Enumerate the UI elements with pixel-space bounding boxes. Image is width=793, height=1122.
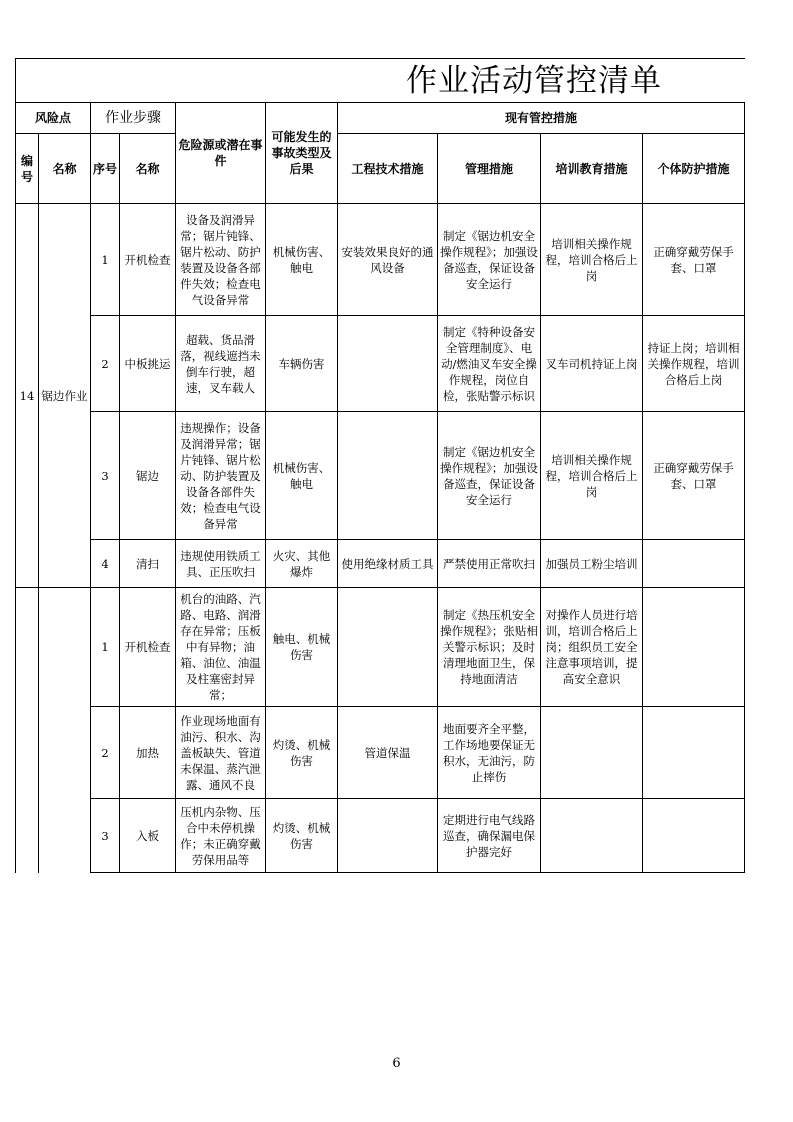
hazard-cell: 机台的油路、汽路、电路、润滑存在异常；压板中有异物；油箱、油位、油温及柱塞密封异常； bbox=[176, 588, 266, 707]
table-row bbox=[16, 412, 745, 540]
step-name-cell: 锯边 bbox=[120, 412, 176, 540]
accident-cell: 机械伤害、触电 bbox=[266, 204, 338, 316]
step-seq-cell: 4 bbox=[91, 540, 120, 588]
table-row bbox=[16, 204, 745, 316]
ppe-measure-cell: 持证上岗；培训相关操作规程，培训合格后上岗 bbox=[643, 316, 745, 412]
management-measure-cell: 制定《热压机安全操作规程》；张贴相关警示标识；及时清理地面卫生，保持地面清洁 bbox=[438, 588, 541, 707]
ppe-measure-cell bbox=[643, 799, 745, 873]
table-row bbox=[16, 707, 745, 799]
engineering-measure-cell bbox=[338, 412, 438, 540]
management-measure-cell: 制定《锯边机安全操作规程》；加强设备巡查，保证设备安全运行 bbox=[438, 412, 541, 540]
step-name-cell: 中板挑运 bbox=[120, 316, 176, 412]
table-row bbox=[16, 540, 745, 588]
step-seq-cell: 3 bbox=[91, 799, 120, 873]
step-seq-cell: 2 bbox=[91, 316, 120, 412]
header-engineering: 工程技术措施 bbox=[338, 134, 438, 204]
ppe-measure-cell bbox=[643, 707, 745, 799]
ppe-measure-cell bbox=[643, 540, 745, 588]
header-controls: 现有管控措施 bbox=[338, 103, 745, 134]
header-seq: 序号 bbox=[91, 134, 120, 204]
step-seq-cell: 1 bbox=[91, 204, 120, 316]
hazard-cell: 违规使用铁质工具、正压吹扫 bbox=[176, 540, 266, 588]
work-activity-control-table bbox=[15, 58, 745, 873]
training-measure-cell: 加强员工粉尘培训 bbox=[541, 540, 643, 588]
engineering-measure-cell: 安装效果良好的通风设备 bbox=[338, 204, 438, 316]
hazard-cell: 超载、货品滑落，视线遮挡未倒车行驶，超速，叉车载人 bbox=[176, 316, 266, 412]
accident-cell: 灼烫、机械伤害 bbox=[266, 799, 338, 873]
management-measure-cell: 地面要齐全平整，工作场地要保证无积水，无油污，防止摔伤 bbox=[438, 707, 541, 799]
step-name-cell: 开机检查 bbox=[120, 204, 176, 316]
engineering-measure-cell: 管道保温 bbox=[338, 707, 438, 799]
step-seq-cell: 2 bbox=[91, 707, 120, 799]
risk-name-cell bbox=[39, 588, 91, 873]
header-no: 编号 bbox=[16, 134, 39, 204]
header-risk-point: 风险点 bbox=[16, 103, 91, 134]
hazard-cell: 作业现场地面有油污、积水、沟盖板缺失、管道未保温、蒸汽泄露、通风不良 bbox=[176, 707, 266, 799]
training-measure-cell: 对操作人员进行培训，培训合格后上岗；组织员工安全注意事项培训，提高安全意识 bbox=[541, 588, 643, 707]
management-measure-cell: 制定《锯边机安全操作规程》；加强设备巡查，保证设备安全运行 bbox=[438, 204, 541, 316]
ppe-measure-cell: 正确穿戴劳保手套、口罩 bbox=[643, 412, 745, 540]
risk-no-cell: 14 bbox=[16, 204, 39, 588]
accident-cell: 灼烫、机械伤害 bbox=[266, 707, 338, 799]
management-measure-cell: 严禁使用正常吹扫 bbox=[438, 540, 541, 588]
page-number: 6 bbox=[392, 1056, 401, 1071]
ppe-measure-cell bbox=[643, 588, 745, 707]
hazard-cell: 压机内杂物、压合中未停机操作；未正确穿戴劳保用品等 bbox=[176, 799, 266, 873]
engineering-measure-cell bbox=[338, 316, 438, 412]
training-measure-cell: 培训相关操作规程，培训合格后上岗 bbox=[541, 412, 643, 540]
header-step-name: 名称 bbox=[120, 134, 176, 204]
table-row bbox=[16, 588, 745, 707]
training-measure-cell bbox=[541, 799, 643, 873]
hazard-cell: 设备及润滑异常；锯片钝锋、锯片松动、防护装置及设备各部件失效；检查电气设备异常 bbox=[176, 204, 266, 316]
management-measure-cell: 制定《特种设备安全管理制度》、电动/燃油叉车安全操作规程，岗位自检，张贴警示标识 bbox=[438, 316, 541, 412]
step-name-cell: 入板 bbox=[120, 799, 176, 873]
header-hazard: 危险源或潜在事件 bbox=[176, 103, 266, 204]
page-title: 作业活动管控清单 bbox=[16, 59, 745, 103]
engineering-measure-cell: 使用绝缘材质工具 bbox=[338, 540, 438, 588]
header-accident: 可能发生的事故类型及后果 bbox=[266, 103, 338, 204]
risk-no-cell bbox=[16, 588, 39, 873]
header-training: 培训教育措施 bbox=[541, 134, 643, 204]
risk-name-cell: 锯边作业 bbox=[39, 204, 91, 588]
engineering-measure-cell bbox=[338, 588, 438, 707]
accident-cell: 机械伤害、触电 bbox=[266, 412, 338, 540]
step-name-cell: 清扫 bbox=[120, 540, 176, 588]
step-seq-cell: 1 bbox=[91, 588, 120, 707]
header-management: 管理措施 bbox=[438, 134, 541, 204]
training-measure-cell: 培训相关操作规程，培训合格后上岗 bbox=[541, 204, 643, 316]
header-work-steps: 作业步骤 bbox=[91, 103, 176, 134]
step-name-cell: 开机检查 bbox=[120, 588, 176, 707]
engineering-measure-cell bbox=[338, 799, 438, 873]
header-name: 名称 bbox=[39, 134, 91, 204]
table-row bbox=[16, 799, 745, 873]
hazard-cell: 违规操作；设备及润滑异常；锯片钝锋、锯片松动、防护装置及设备各部件失效；检查电气设备异常 bbox=[176, 412, 266, 540]
step-seq-cell: 3 bbox=[91, 412, 120, 540]
training-measure-cell bbox=[541, 707, 643, 799]
management-measure-cell: 定期进行电气线路巡查，确保漏电保护器完好 bbox=[438, 799, 541, 873]
accident-cell: 车辆伤害 bbox=[266, 316, 338, 412]
step-name-cell: 加热 bbox=[120, 707, 176, 799]
accident-cell: 触电、机械伤害 bbox=[266, 588, 338, 707]
training-measure-cell: 叉车司机持证上岗 bbox=[541, 316, 643, 412]
ppe-measure-cell: 正确穿戴劳保手套、口罩 bbox=[643, 204, 745, 316]
header-ppe: 个体防护措施 bbox=[643, 134, 745, 204]
accident-cell: 火灾、其他爆炸 bbox=[266, 540, 338, 588]
table-row bbox=[16, 316, 745, 412]
